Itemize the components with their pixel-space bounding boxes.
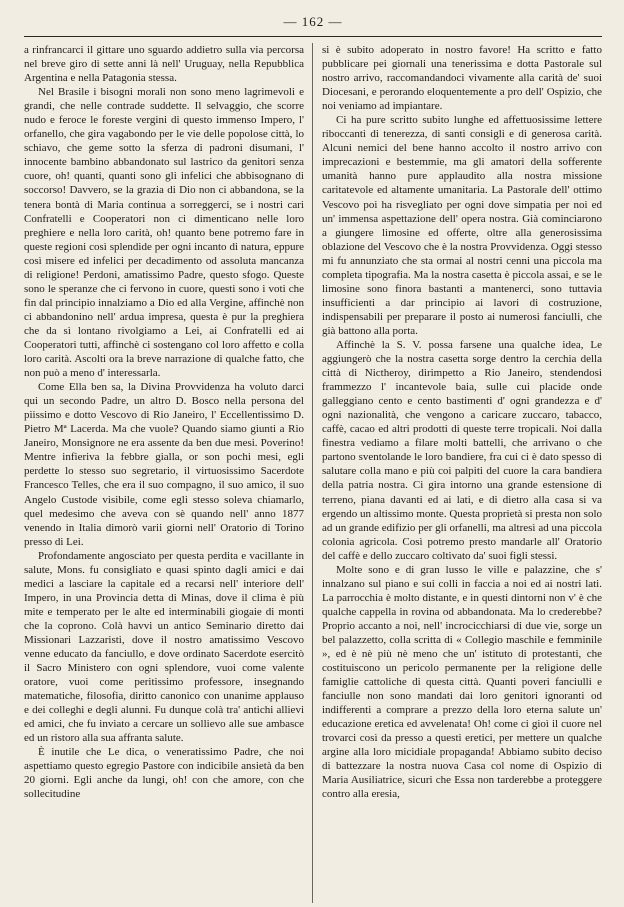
paragraph: Ci ha pure scritto subito lunghe ed affettuosissime lettere riboccanti di tenerezza, di santi consigli e di generosa carità. Alcuni nemici del bene hanno accolto il nostro arrivo con imprecazioni e bestemmie, ma gli amatori della sofferente umanità hanno pure applaudito alla nostra missione caritatevole ed altamente umanitaria. La Pastorale dell' ottimo Vescovo poi ha risvegliato per ogni dove simpatia per noi ed un' immensa aspettazione dell' opera nostra. Già cominciarono a giungere limosine ed offerte, oltre alla generosissima oblazione del Vescovo che è la nostra Provvidenza. Oggi stesso mi fu annunziato che sta ormai al nostri cenni una piccola ma completa tipografia. Ma la nostra casetta è piccola assai, e se le limosine sono finora bastanti a mantenerci, sono tuttavia insufficienti a dar principio ai lavori di costruzione, indispensabili per preparare il posto ai numerosi fanciulli, che già battono alla porta. (322, 114, 602, 337)
left-column (24, 43, 304, 903)
paragraph: È inutile che Le dica, o veneratissimo Padre, che noi aspettiamo questo egregio Pastore con indicibile ansietà da ben 20 giorni. Egli anche da lungi, oh! con che amore, con che sollecitudine (24, 746, 304, 801)
page-number: — 162 — (283, 14, 343, 29)
paragraph: si è subito adoperato in nostro favore! Ha scritto e fatto pubblicare pei giornali una tenerissima e dotta Pastorale sul nostro arrivo, raccomandandoci vivamente alla carità de' suoi Diocesani, e perorando eloquentemente a pro dell' Ospizio, che noi veniamo ad impiantare. (322, 44, 602, 113)
paragraph: a rinfrancarci il gittare uno sguardo addietro sulla via percorsa nel breve giro di sette anni là nell' Uruguay, nella Repubblica Argentina e nella Patagonia stessa. (24, 44, 304, 85)
paragraph: Profondamente angosciato per questa perdita e vacillante in salute, Mons. fu consigliato e quasi spinto dagli amici e dai medici a lasciare la capitale ed a recarsi nell' interiore dell' Impero, in una Provincia detta di Minas, dove il clima è più mite e temperato per le alte ed interminabili giogaie di monti che la coprono. Colà havvi un antico Seminario diretto dai Missionari Lazzaristi, dove il nostro amatissimo Vescovo venne educato da fanciullo, e dove ordinato Sacerdote esercitò il Sacro Ministero con ogni splendore, vuoi come valente oratore, vuoi come peritissimo professore, insegnando matematiche, filosofia, diritto canonico con unanime applauso e dei colleghi e degli alunni. Fu dunque colà tra' antichi allievi ed amici, che fu inviato a cercare un sollievo alle sue ambasce ed un ristoro alla sua affranta salute. (24, 549, 304, 745)
paragraph: Affinchè la S. V. possa farsene una qualche idea, Le aggiungerò che la nostra casetta sorge dentro la cerchia della città di Nictheroy, dirimpetto a Rio Janeiro, stendendosi frammezzo l' incantevole baia, sulle cui placide onde galleggiano cento e cento bastimenti d' ogni grandezza e d' ogni nazionalità, che vengono a caricare zuccaro, tabacco, caffè, cacao ed altri prodotti di queste terre tropicali. Noi dalla finestra vediamo a filare molti battelli, che arrivano o che partono sventolande le loro bandiere, fra cui ci è dato spesso di salutare colla mano e più coi palpiti del cuore la cara bandiera della patria nostra. Ci gira intorno una grande estensione di terreno, piana davanti ed ai lati, e di dietro alla casa si va ergendo un altissimo monte. Questa proprietà si presta non solo ad un grande edifizio per gli orfanelli, ma altresì ad una piccola colonia agricola. Così potremo presto mandarle all' Oratorio del caffè e dello zuccaro coltivato da' suoi figli stessi. (322, 338, 602, 562)
text-columns (24, 43, 602, 903)
header-rule (24, 36, 602, 37)
right-column (322, 43, 602, 903)
paragraph: Molte sono e di gran lusso le ville e palazzine, che s' innalzano sul piano e sui colli in faccia a noi ed ai nostri lati. La parrocchia è molto distante, e in questi dintorni non v' è che qualche cappella in rovina od abbandonata. Ma lo crederebbe? Proprio accanto a noi, nell' incrocicchiarsi di due vie, sorge un bel palazzetto, colla scritta di « Collegio maschile e femminile », ed è nè più nè meno che un' istituto di protestanti, che costituiscono un pericolo permanente per la religione delle famiglie cattoliche di questa città. Quanti poveri fanciulli e fanciulle non sono mandati dai loro genitori ignoranti od indifferenti a comprare a prezzo della loro eterna salute un' educazione eretica ed avvelenata! Oh! come ci gioì il cuore nel trovarci così da presso a questi eretici, per mettere un qualche argine alla loro micidiale propaganda! Abbiamo subito deciso di battezzare la nostra nuova Casa col nome di Ospizio di Maria Ausiliatrice, sicuri che Essa non tarderebbe a proteggere contro alla eresia, (322, 563, 602, 801)
column-divider (312, 43, 313, 903)
paragraph: Come Ella ben sa, la Divina Provvidenza ha voluto darci qui un secondo Padre, un altro D. Bosco nella persona del piissimo e dotto Vescovo di Rio Janeiro, l' Eccellentissimo D. Pietro Mª Lacerda. Ma che vuole? Quando siamo giunti a Rio Janeiro, Monsignore ne era assente da ben due mesi. Poverino! Mentre infieriva la febbre gialla, or son pochi mesi, egli perdette lo stesso suo segretario, il virtuosissimo Sacerdote Francesco Telles, che era il suo compagno, il suo amico, il suo Angelo Custode visibile, come egli stesso soleva chiamarlo, quel medesimo che aveva con sè quando nell' anno 1877 venendo in Italia dimorò varii giorni nell' Oratorio di Torino presso di Lei. (24, 381, 304, 548)
paragraph: Nel Brasile i bisogni morali non sono meno lagrimevoli e grandi, che nelle contrade suddette. Il selvaggio, che scorre nudo e feroce le foreste vergini di questo immenso Impero, l' orfanello, che gira vagabondo per le vie delle popolose città, lo schiavo, che geme sotto la sferza di padroni disumani, l' innocente bambino abbandonato sul lastrico da genitori senza cuore, oh! quanti, quanti sono gli infelici che abbisognano di soccorso! Davvero, se la grazia di Dio non ci abbandona, se la tenera bontà di Maria continua a sorreggerci, se i nostri cari Confratelli e Cooperatori non ci dimenticano nelle loro preghiere e nella loro carità, oh! quanto bene potremo fare in queste regioni così splendide per ogni incanto di natura, eppure così misere ed infelici per decadimento od assoluta mancanza di religione! Perdoni, amatissimo Padre, questo sfogo. Queste sono le speranze che ci fervono in cuore, questi sono i voti che fin dal principio innalziamo a Dio ed alla Vergine, affinchè non ci abbandonino nell' ardua impresa, questa è pur la preghiera che da sì lontano rivolgiamo a Lei, ai Confratelli ed ai Cooperatori tutti, affinchè ci sostengano col loro affetto e colla loro carità. Ascolti ora la breve narrazione di qualche fatto, che non può a meno d' interessarla. (24, 86, 304, 380)
